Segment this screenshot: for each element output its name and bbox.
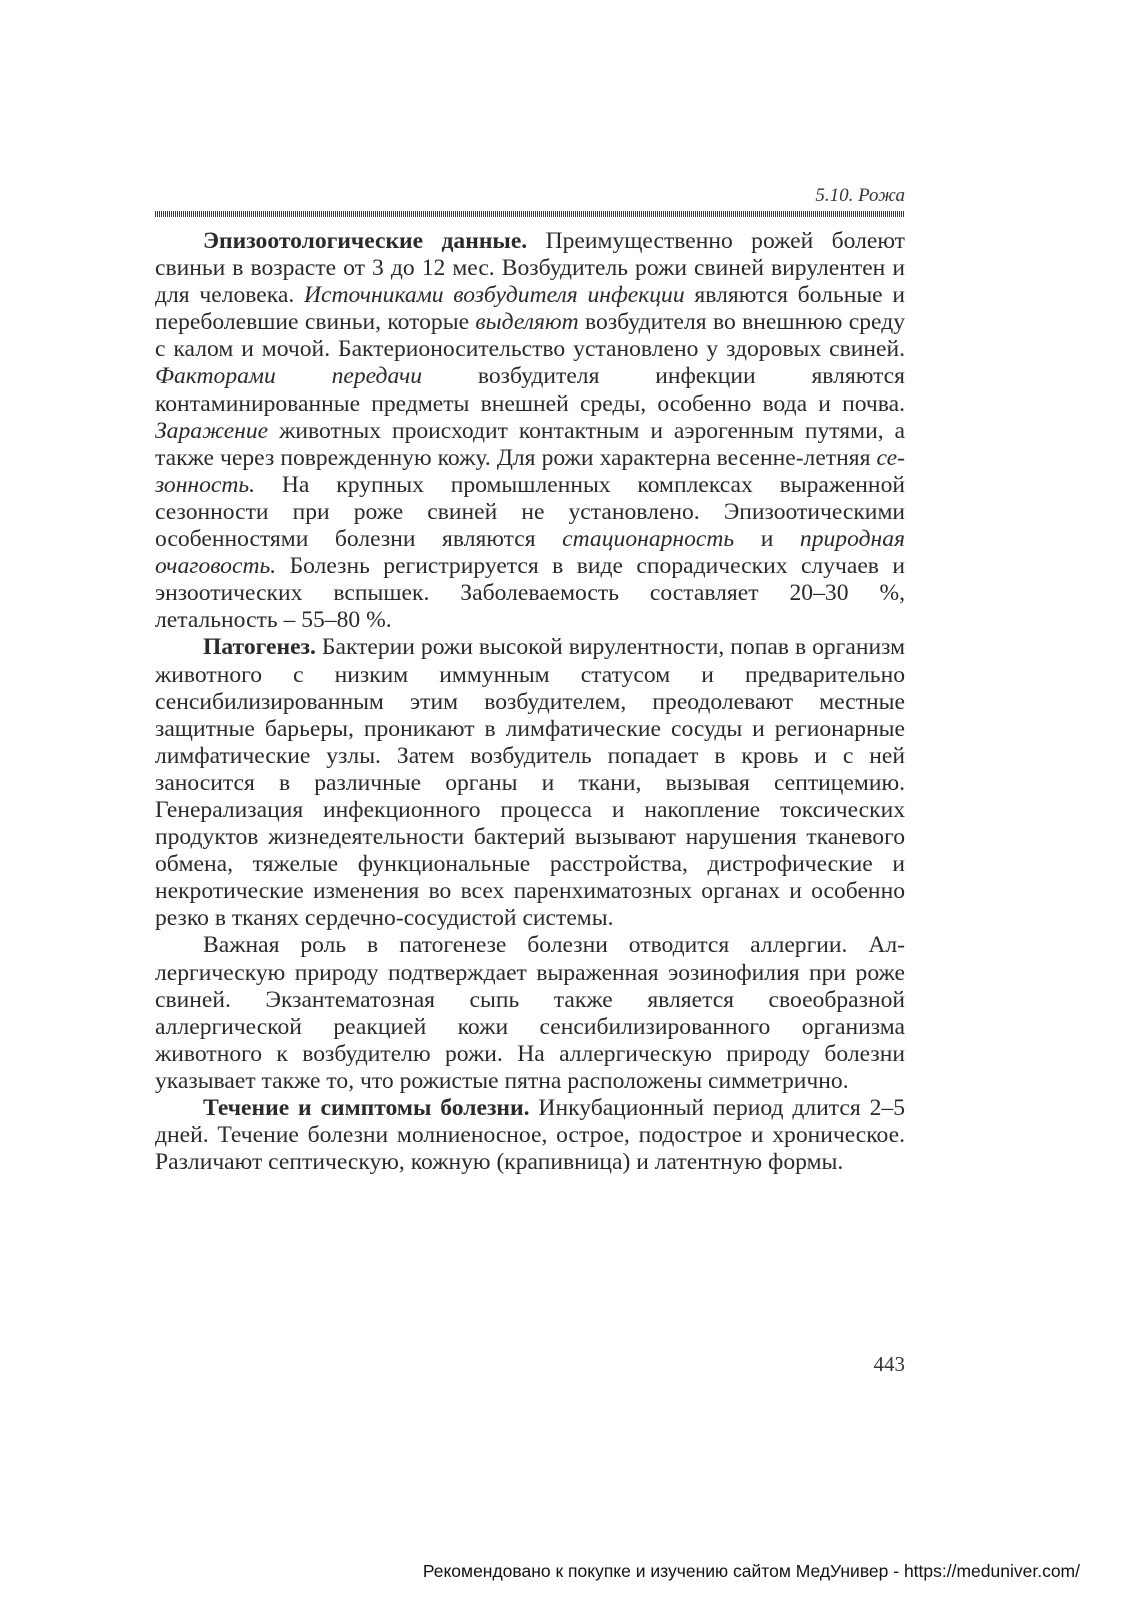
paragraph-epizootology: Эпизоотологические данные. Преимущественно рожей болеют свиньи в возрасте от 3 до 12 мес. Возбудитель рожи свиней вирулентен и для человека. Источниками возбудителя инфекции являются больные и переболевшие свиньи, которые выделяют возбудителя во внешнюю среду с калом и мочой. Бактерионосительство установлено у здоровых свиней. Факторами передачи возбудителя инфекции являются контаминированные предметы внешней среды, особенно вода и почва. Заражение животных происходит контактным и аэрогенным путями, а также через поврежденную кожу. Для рожи характерна весенне-летняя сезонность. На крупных промышленных комплексах выраженной сезонности при роже свиней не установлено. Эпизоотическими особенностями болезни являются стационарность и природная очаговость. Болезнь регистрируется в виде спорадических случаев и энзоотических вспышек. Заболеваемость составляет 20–30 %, летальность – 55–80 %. [155,228,905,634]
footer-notice: Рекомендовано к покупке и изучению сайтом МедУнивер - https://meduniver.com/ [422,1561,1080,1581]
heading-epizootology: Эпизоотологические данные. [203,228,528,254]
header-rule [155,211,905,217]
paragraph-allergy: Важная роль в патогенезе болезни отводится аллергии. Аллергическую природу подтверждает выраженная эозинофилия при роже свиней. Экзантематозная сыпь также является своеобразной аллергической реакцией кожи сенсибилизированного организма животного к возбудителю рожи. На аллергическую природу болезни указывает также то, что рожистые пятна расположены симметрично. [155,932,905,1094]
paragraph-pathogenesis: Патогенез. Бактерии рожи высокой вирулентности, попав в организм животного с низким иммунным статусом и предварительно сенсибилизированным этим возбудителем, преодолевают местные защитные барьеры, проникают в лимфатические сосуды и регионарные лимфатические узлы. Затем возбудитель попадает в кровь и с ней заносится в различные органы и ткани, вызывая септицемию. Генерализация инфекционного процесса и накопление токсических продуктов жизнедеятельности бактерий вызывают нарушения тканевого обмена, тяжелые функциональные расстройства, дистрофические и некротические изменения во всех паренхиматозных органах и особенно резко в тканях сердечно-сосудистой системы. [155,634,905,932]
heading-pathogenesis: Патогенез. [203,634,316,661]
page-number: 443 [873,1352,905,1376]
paragraph-course-symptoms: Течение и симптомы болезни. Инкубационный период длится 2–5 дней. Течение болезни молниеносное, острое, подострое и хроническое. Различают септическую, кожную (крапивница) и латентную формы. [155,1095,905,1176]
body-text [155,228,905,1176]
heading-course-symptoms: Течение и симптомы болезни. [203,1095,530,1121]
running-head: 5.10. Рожа [815,185,905,206]
book-page [155,0,905,1600]
